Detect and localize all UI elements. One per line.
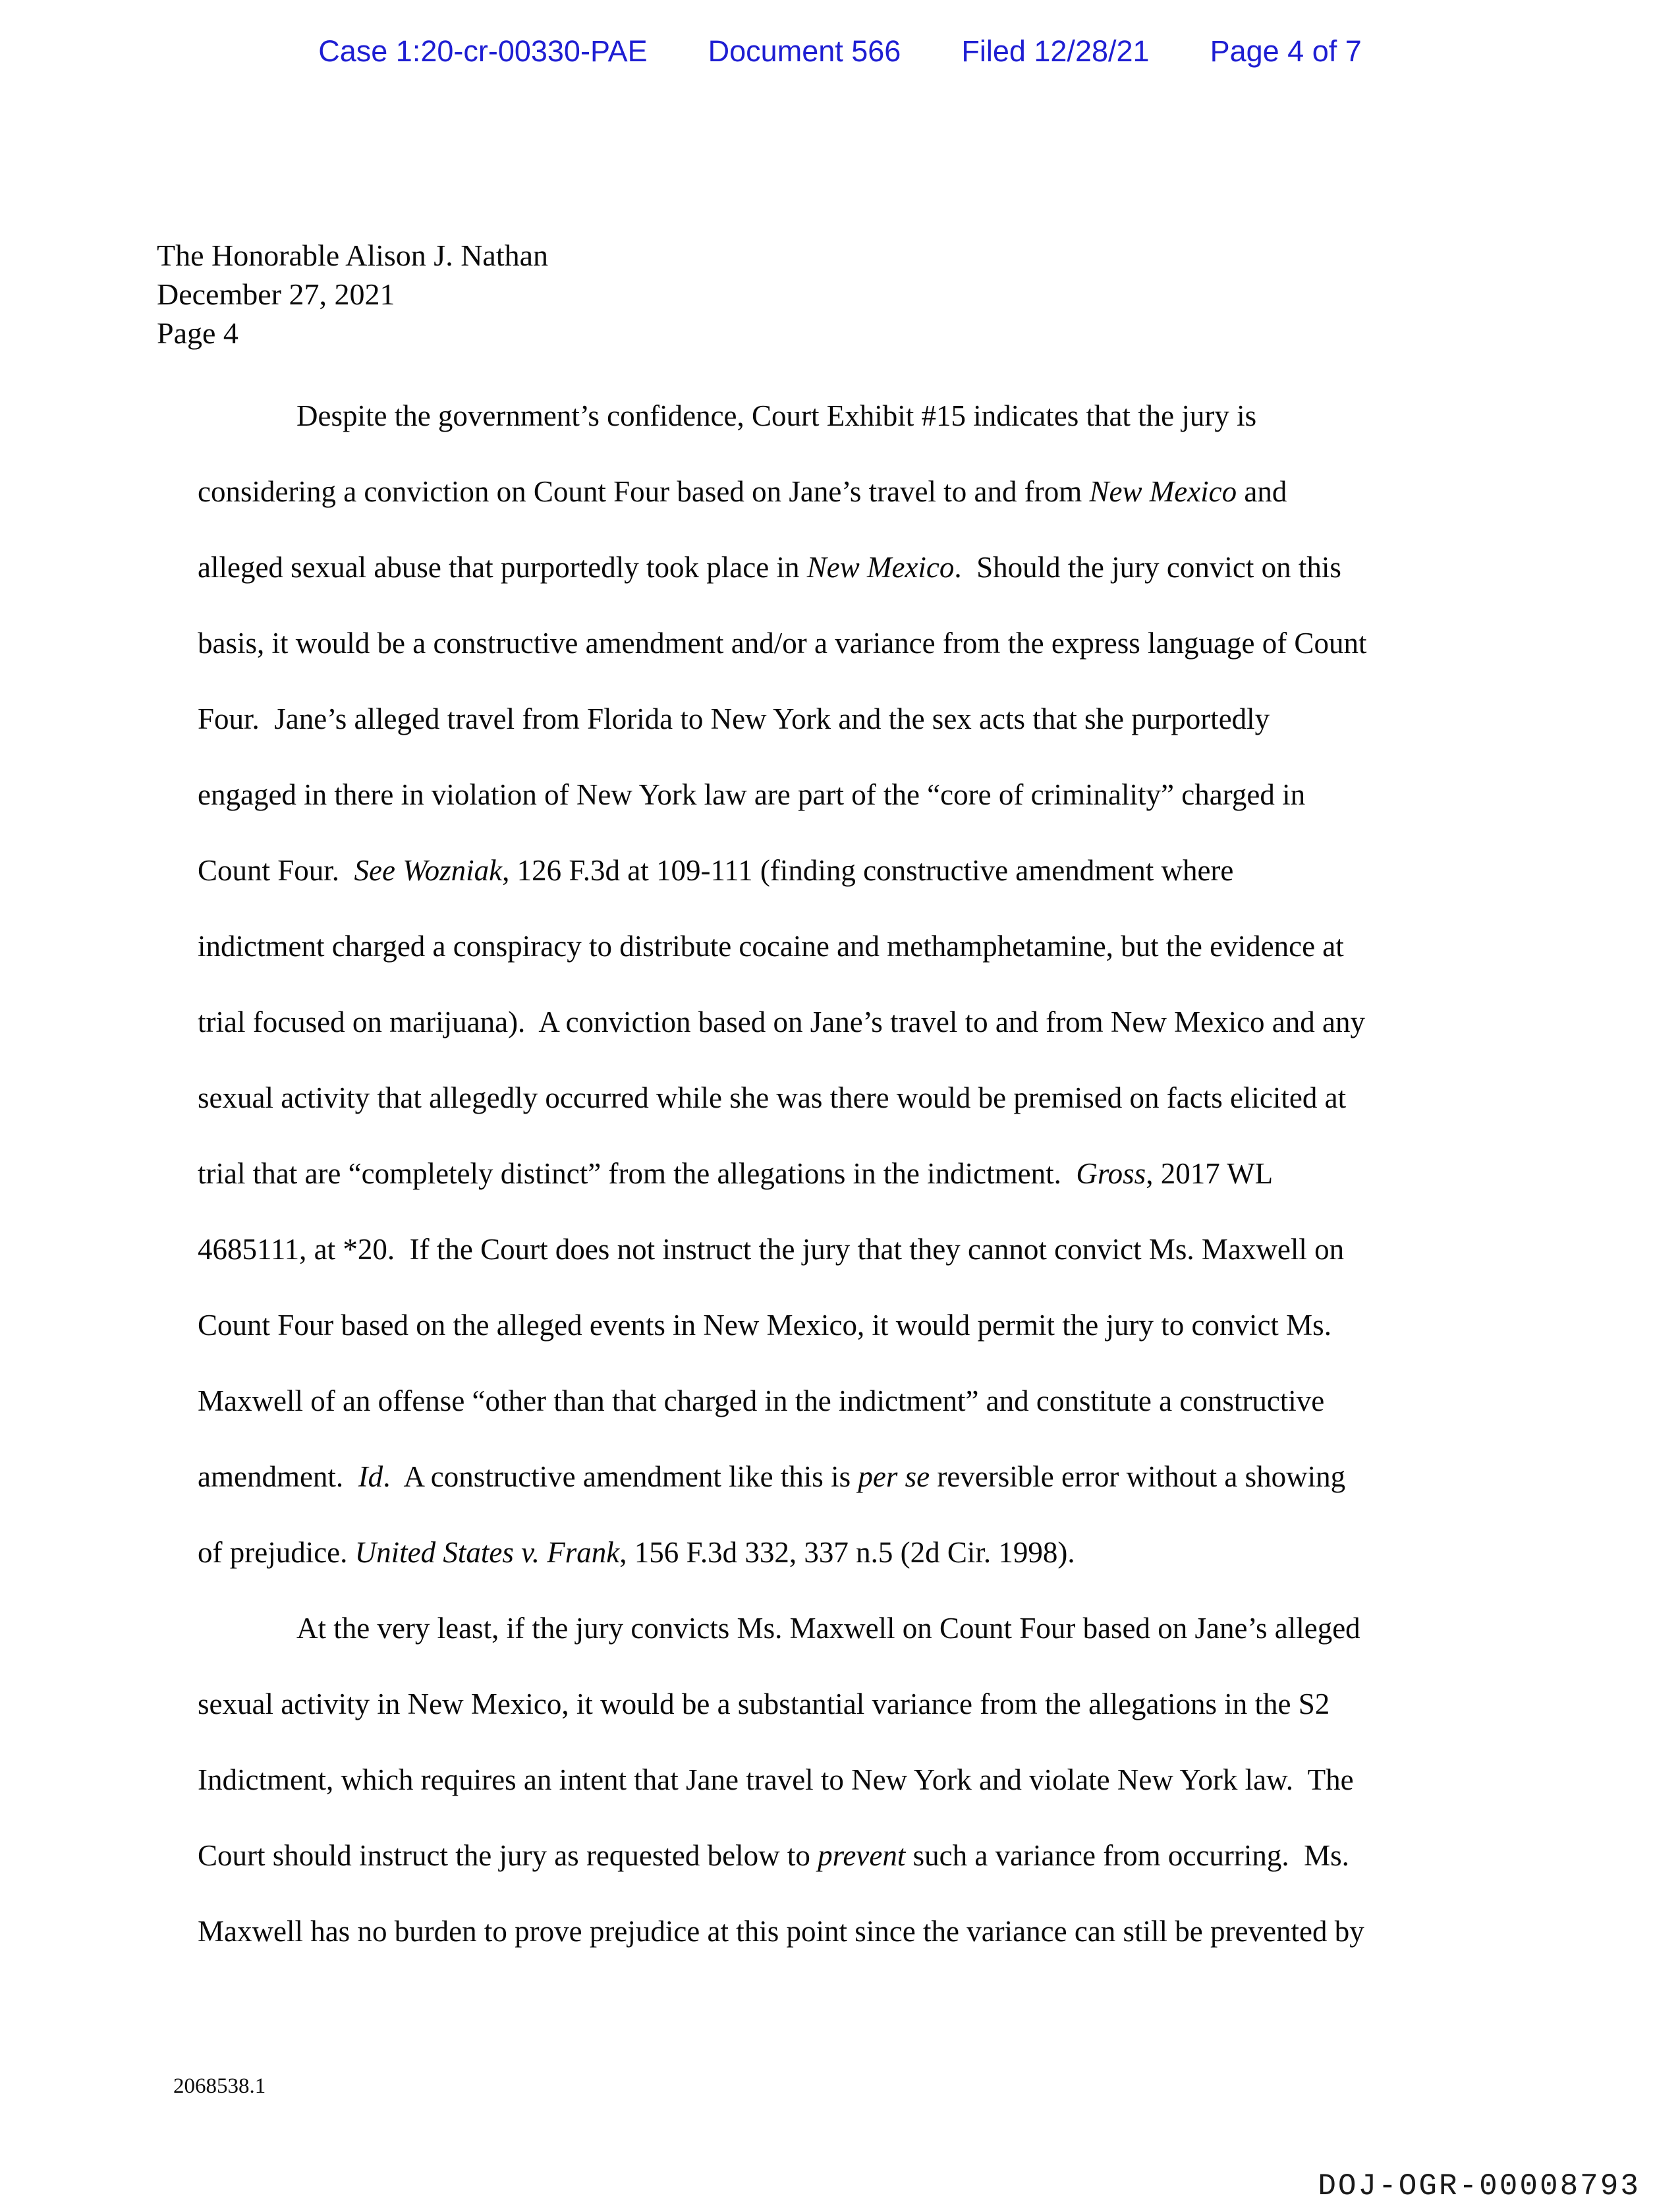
- body-line: 4685111, at *20. If the Court does not instruct the jury that they cannot convict Ms. Maxwell on: [198, 1233, 1345, 1266]
- body-line: trial that are “completely distinct” from the allegations in the indictment. Gross, 2017 WL: [198, 1157, 1274, 1190]
- address-line: Page 4: [157, 316, 238, 350]
- body-line: engaged in there in violation of New York law are part of the “core of criminality” charged in: [198, 778, 1306, 811]
- body-line: Maxwell has no burden to prove prejudice at this point since the variance can still be prevented by: [198, 1915, 1364, 1948]
- address-line: The Honorable Alison J. Nathan: [157, 239, 549, 272]
- body-line: indictment charged a conspiracy to distribute cocaine and methamphetamine, but the evidence at: [198, 930, 1344, 963]
- stamp-header-part: Filed 12/28/21: [961, 34, 1150, 68]
- body-line: Despite the government’s confidence, Court Exhibit #15 indicates that the jury is: [296, 399, 1257, 432]
- body-line: Maxwell of an offense “other than that charged in the indictment” and constitute a constructive: [198, 1384, 1325, 1417]
- body-line: Four. Jane’s alleged travel from Florida to New York and the sex acts that she purportedly: [198, 702, 1270, 735]
- body-line: alleged sexual abuse that purportedly took place in New Mexico. Should the jury convict on this: [198, 551, 1341, 584]
- body-line: Count Four based on the alleged events in New Mexico, it would permit the jury to convict Ms.: [198, 1309, 1331, 1342]
- bates-number: DOJ-OGR-00008793: [1318, 2169, 1640, 2203]
- body-line: Count Four. See Wozniak, 126 F.3d at 109-111 (finding constructive amendment where: [198, 854, 1234, 887]
- body-line: amendment. Id. A constructive amendment like this is per se reversible error without a showing: [198, 1460, 1346, 1493]
- body-line: of prejudice. United States v. Frank, 156 F.3d 332, 337 n.5 (2d Cir. 1998).: [198, 1536, 1075, 1569]
- stamp-header-part: Page 4 of 7: [1210, 34, 1362, 68]
- document-number: 2068538.1: [173, 2074, 266, 2098]
- address-line: December 27, 2021: [157, 277, 395, 311]
- body-line: basis, it would be a constructive amendment and/or a variance from the express language of Count: [198, 627, 1367, 660]
- body-line: considering a conviction on Count Four based on Jane’s travel to and from New Mexico and: [198, 475, 1287, 508]
- address-block: [157, 236, 548, 353]
- body-line: sexual activity that allegedly occurred while she was there would be premised on facts elicited at: [198, 1081, 1347, 1114]
- stamp-header-part: Case 1:20-cr-00330-PAE: [318, 34, 648, 68]
- body-line: sexual activity in New Mexico, it would be a substantial variance from the allegations in the S2: [198, 1687, 1330, 1720]
- letter-body: [198, 378, 1366, 1970]
- court-stamp-header: [0, 34, 1680, 69]
- body-line: Indictment, which requires an intent that Jane travel to New York and violate New York law. The: [198, 1763, 1354, 1796]
- body-line: trial focused on marijuana). A conviction based on Jane’s travel to and from New Mexico and any: [198, 1006, 1365, 1038]
- stamp-header-part: Document 566: [708, 34, 901, 68]
- body-line: Court should instruct the jury as requested below to prevent such a variance from occurring. Ms.: [198, 1839, 1349, 1872]
- body-line: At the very least, if the jury convicts Ms. Maxwell on Count Four based on Jane’s alleged: [296, 1612, 1360, 1645]
